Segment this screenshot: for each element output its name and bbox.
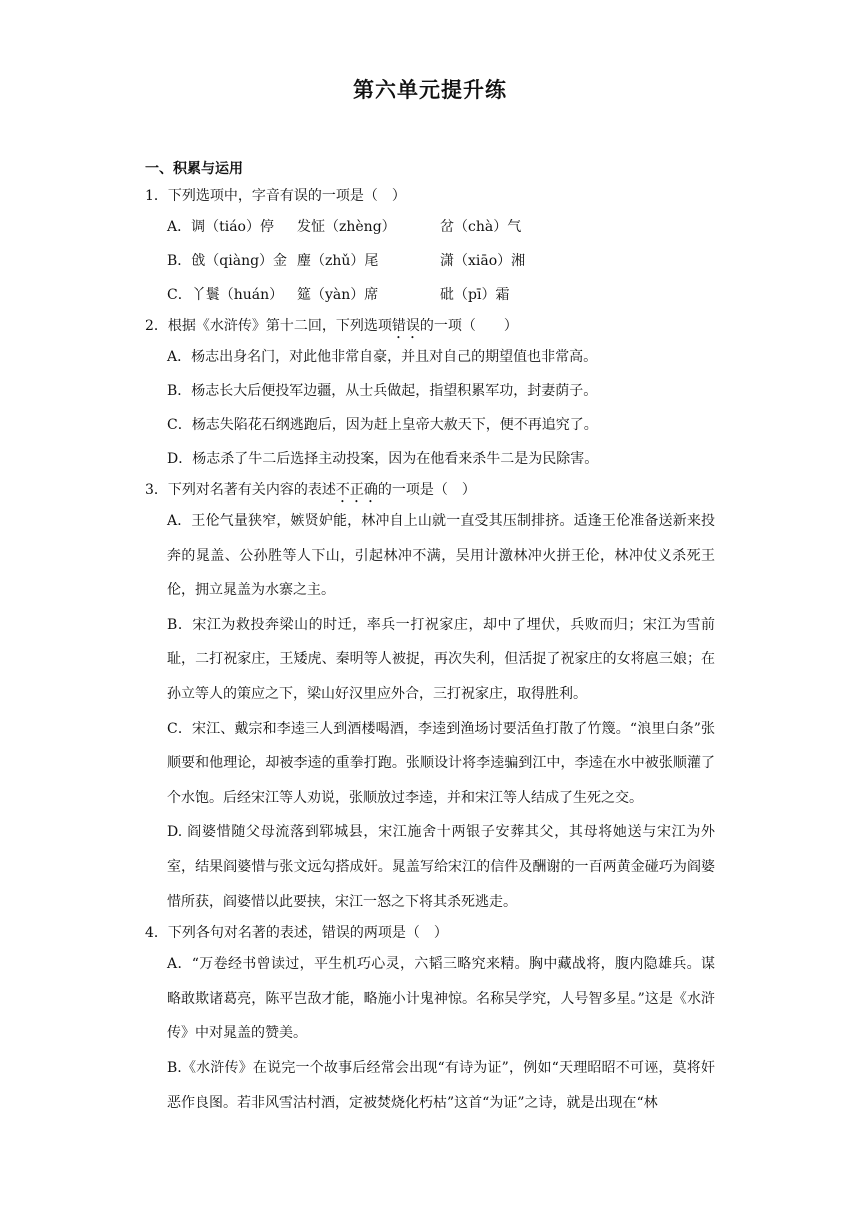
stem-text: 3．下列对名著有关内容的表述 — [145, 482, 336, 498]
stem-text: 的一项是（ ） — [377, 482, 476, 498]
option-cell: B．戗（qiàng）金 — [167, 253, 288, 269]
emphasized-word: 不正确 — [335, 482, 378, 498]
question-4-stem: 4．下列各句对名著的表述，错误的两项是（ ） — [145, 925, 448, 942]
question-2-option-b: B．杨志长大后便投军边疆，从士兵做起，指望积累军功，封妻荫子。 — [167, 383, 598, 399]
question-3-option-d: D. 阎婆惜随父母流落到郓城县，宋江施舍十两银子安葬其父，其母将她送与宋江为外室，结果阎婆惜与张文远勾搭成奸。晁盖写给宋江的信件及酬谢的一百两黄金碰巧为阎婆惜所获，阎婆惜以此要挟，宋江一怒之下将其杀死逃走。 — [167, 824, 715, 910]
stem-text: 的一项（ ） — [419, 318, 518, 334]
question-4-option-a: A．“万卷经书曾读过，平生机巧心灵，六韬三略究来精。胸中藏战将，腹内隐雄兵。谋略敢欺诸葛亮，陈平岂敌才能，略施小计鬼神惊。名称吴学究，人号智多星。”这是《水浒传》中对晁盖的赞美。 — [167, 956, 715, 1042]
option-cell: 砒（pī）霜 — [440, 287, 510, 303]
question-3-option-c: C．宋江、戴宗和李逵三人到酒楼喝酒，李逵到渔场讨要活鱼打散了竹篾。“浪里白条”张顺要和他理论，却被李逵的重拳打跑。张顺设计将李逵骗到江中，李逵在水中被张顺灌了个水饱。后经宋江等人劝说，张顺放过李逵，并和宋江等人结成了生死之交。 — [167, 720, 715, 806]
option-cell: 筵（yàn）席 — [297, 287, 379, 303]
question-3-stem — [145, 476, 715, 504]
emphasized-word: 错误 — [391, 318, 420, 334]
question-1-row-b — [145, 244, 715, 278]
option-cell: 发怔（zhèng） — [297, 219, 396, 235]
question-2-option-c: C．杨志失陷花石纲逃跑后，因为赶上皇帝大赦天下，便不再追究了。 — [167, 417, 598, 433]
option-cell: 潇（xiāo）湘 — [440, 253, 526, 269]
question-2-option-a: A．杨志出身名门，对此他非常自豪，并且对自己的期望值也非常高。 — [167, 349, 598, 365]
question-3-option-b: B．宋江为救投奔梁山的时迁，率兵一打祝家庄，却中了埋伏，兵败而归；宋江为雪前耻，二打祝家庄，王矮虎、秦明等人被捉，再次失利，但活捉了祝家庄的女将扈三娘；在孙立等人的策应之下，梁山好汉里应外合，三打祝家庄，取得胜利。 — [167, 616, 715, 702]
option-cell: C．丫鬟（huán） — [167, 287, 284, 303]
question-3-option-a: A．王伦气量狭窄，嫉贤妒能，林冲自上山就一直受其压制排挤。适逢王伦准备送新来投奔的晁盖、公孙胜等人下山，引起林冲不满，吴用计激林冲火拼王伦，林冲仗义杀死王伦，拥立晁盖为水寨之主。 — [167, 513, 715, 599]
option-cell: 岔（chà）气 — [440, 219, 522, 235]
section-heading: 一、积累与运用 — [145, 161, 243, 177]
question-2-stem — [145, 312, 715, 340]
question-1-row-a — [145, 210, 715, 244]
stem-text: 2．根据《水浒传》第十二回，下列选项 — [145, 318, 392, 334]
question-4-option-b: B.《水浒传》在说完一个故事后经常会出现“有诗为证”，例如“天理昭昭不可诬，莫将奸恶作良图。若非风雪沽村酒，定被焚烧化朽枯”这首“为证”之诗，就是出现在“林 — [167, 1059, 715, 1111]
question-1-stem: 1．下列选项中，字音有误的一项是（ ） — [145, 188, 406, 204]
page-title: 第六单元提升练 — [353, 78, 507, 102]
question-list — [145, 182, 715, 1120]
question-2-option-d: D．杨志杀了牛二后选择主动投案，因为在他看来杀牛二是为民除害。 — [167, 451, 599, 467]
option-cell: 麈（zhǔ）尾 — [297, 253, 379, 269]
option-cell: A．调（tiáo）停 — [167, 219, 274, 235]
question-1-row-c — [145, 278, 715, 312]
